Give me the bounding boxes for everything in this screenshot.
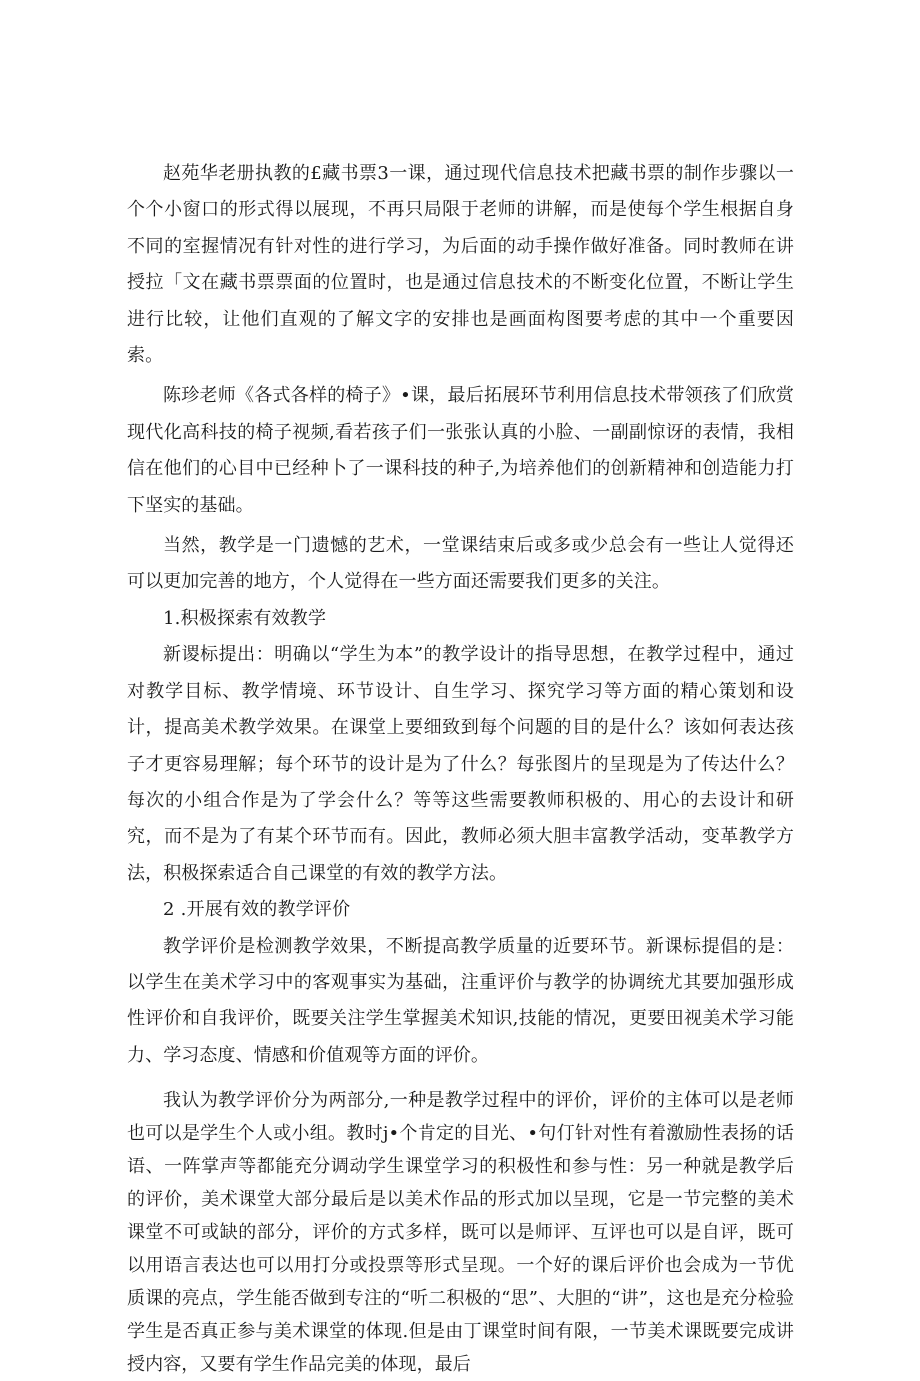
paragraph-teaching-art: 当然，教学是一门遗憾的艺术，一堂课结束后或多或少总会有一些让人觉得还可以更加完善的地方，个人觉得在一些方面还需要我们更多的关注。	[127, 535, 794, 593]
paragraph-evaluation-importance: 教学评价是检测教学效果，不断提高教学质量的近要环节。新课标提倡的是：以学生在美术学习中的客观事实为基础，注重评价与教学的协调统尤其要加强形成性评价和自我评价，既要关注学生掌握美术知识,技能的情况，更要田视美术学习能力、学习态度、情感和价值观等方面的评价。	[127, 935, 794, 1066]
paragraph-evaluation-types: 我认为教学评价分为两部分,一种是教学过程中的评价，评价的主体可以是老师也可以是学生个人或小组。教时j•个肯定的目光、•句仃针对性有着激励性表扬的话语、一阵掌声等都能充分调动学生课堂学习的积极性和参与性：另一种就是教学后的评价，美术课堂大部分最后是以美术作品的形式加以呈现，它是一节完整的美术课堂不可或缺的部分，评价的方式多样，既可以是师评、互评也可以是自评，既可以用语言表达也可以用打分或投票等形式呈现。一个好的课后评价也会成为一节优质课的亮点，学生能否做到专注的“听二积极的“思”、大胆的“讲”，这也是充分检验学生是否真正参与美术课堂的体现.但是由丁课堂时间有限，一节美术课既要完成讲授内容，又要有学生作品完美的体现，最后	[127, 1090, 794, 1376]
paragraph-bookplate-lesson: 赵苑华老册执教的£藏书票3一课，通过现代信息技术把藏书票的制作步骤以一个个小窗口的形式得以展现，不再只局限于老师的讲解，而是使每个学生根据自身不同的室握情况有针对性的进行学习，为后面的动手操作做好准备。同时教师在讲授拉「文在藏书票票面的位置时，也是通过信息技术的不断变化位置，不断让学生进行比较，让他们直观的了解文字的安排也是画面构图要考虑的其中一个重要因索。	[127, 163, 794, 367]
paragraph-chair-lesson: 陈珍老师《各式各样的椅子》•课，最后拓展环节利用信息技术带领孩了们欣赏现代化高科技的椅子视频,看若孩子们一张张认真的小脸、一副副惊讶的表情，我相信在他们的心目中已经种卜了一课科技的种子,为培养他们的创新精神和创造能力打下坚实的基础。	[127, 385, 794, 516]
paragraph-curriculum-standard: 新谡标提出：明确以“学生为本”的教学设计的指导思想，在教学过程中，通过对教学目标、教学情境、环节设计、自生学习、探究学习等方面的精心策划和设计，提高美术教学效果。在课堂上要细致到每个问题的目的是什么？该如何表达孩子才更容易理解；每个环节的设计是为了什么？每张图片的呈现是为了传达什么？每次的小组合作是为了学会什么？等等这些需要教师积极的、用心的去设计和研究，而不是为了有某个环节而有。因此，教师必须大胆丰富教学活动，变革教学方法，积极探索适合自己课堂的有效的教学方法。	[127, 644, 794, 884]
section-heading-teaching-evaluation: 2 .开展有效的教学评价	[163, 899, 351, 921]
document-body	[127, 156, 794, 1381]
section-heading-effective-teaching: 1.积极探索有效教学	[163, 607, 327, 629]
